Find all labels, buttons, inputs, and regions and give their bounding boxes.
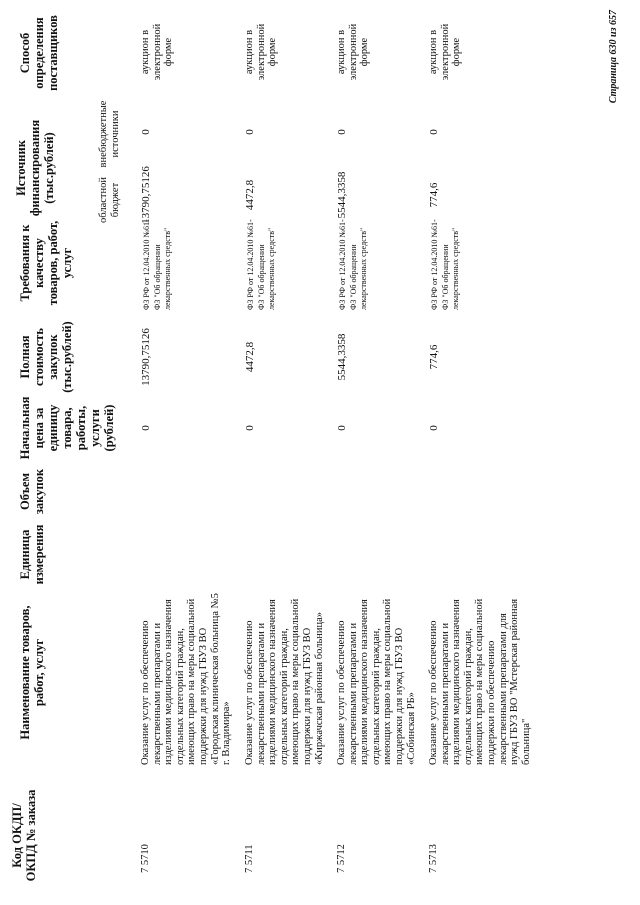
row-1-code: 7 5710 — [140, 844, 151, 873]
row-3-method: аукцион в электронной форме — [336, 23, 371, 81]
header-funding: Источник финансирования (тыс.рублей) — [14, 119, 56, 217]
row-1-requirements: ФЗ РФ от 12.04.2010 №61-ФЗ "Об обращении лекарственных средств" — [142, 219, 172, 310]
row-3-unit-price: 0 — [336, 425, 348, 431]
row-1-unit-price: 0 — [140, 425, 152, 431]
header-total-cost: Полная стоимость закупок (тыс.рублей) — [18, 321, 74, 393]
row-3-offbudget: 0 — [336, 129, 348, 135]
header-name: Наименование товаров, работ, услуг — [18, 605, 46, 740]
row-2-regional: 4472,8 — [244, 179, 256, 211]
row-4-method: аукцион в электронной форме — [428, 23, 463, 81]
row-2-method: аукцион в электронной форме — [244, 23, 279, 81]
row-4-offbudget: 0 — [428, 129, 440, 135]
row-2-code: 7 5711 — [244, 844, 255, 873]
page-number: Страница 630 из 657 — [608, 10, 619, 104]
row-2-name: Оказание услуг по обеспечению лекарственными препаратами и изделиями медицинского назначения отдельных категорий граждан, имеющих право на меры социальной поддержки для нужд ГБУЗ ВО «Киржачская районная больница» — [244, 598, 325, 765]
row-2-unit-price: 0 — [244, 425, 256, 431]
row-2-offbudget: 0 — [244, 129, 256, 135]
row-4-name: Оказание услуг по обеспечению лекарственными препаратами и изделиями медицинского назначения отдельных категорий граждан, имеющих право на меры социальной поддержки по обеспечению лекарственными препаратами для нужд ГБУЗ ВО "Мстерская районная больница" — [428, 598, 532, 765]
row-3-regional: 5544,3358 — [336, 171, 348, 219]
row-3-code: 7 5712 — [336, 844, 347, 873]
row-1-name: Оказание услуг по обеспечению лекарственными препаратами и изделиями медицинского назначения отдельных категорий граждан, имеющих право на меры социальной поддержки для нужд ГБУЗ ВО «Городская клиническая больница №5 г. Владимира» — [140, 593, 233, 765]
row-4-code: 7 5713 — [428, 844, 439, 873]
row-4-requirements: ФЗ РФ от 12.04.2010 №61-ФЗ "Об обращении лекарственных средств" — [430, 219, 460, 310]
header-unit: Единица измерения — [18, 524, 46, 585]
row-1-regional: 13790,75126 — [140, 166, 152, 224]
row-1-method: аукцион в электронной форме — [140, 23, 175, 81]
row-4-unit-price: 0 — [428, 425, 440, 431]
row-1-offbudget: 0 — [140, 129, 152, 135]
row-2-requirements: ФЗ РФ от 12.04.2010 №61-ФЗ "Об обращении лекарственных средств" — [246, 219, 276, 310]
header-unit-price: Начальная цена за единицу товара, работы, услуги (рублей) — [18, 396, 116, 460]
header-requirements: Требования к качеству товаров, работ, услуг — [18, 220, 74, 306]
header-volume: Объем закупок — [18, 468, 46, 515]
row-3-name: Оказание услуг по обеспечению лекарственными препаратами и изделиями медицинского назначения отдельных категорий граждан, имеющих право на меры социальной поддержки для нужд ГБУЗ ВО «Собинская РБ» — [336, 598, 417, 765]
row-3-total-cost: 5544,3358 — [336, 333, 348, 381]
header-method: Способ определения поставщиков — [18, 15, 60, 91]
row-4-total-cost: 774,6 — [428, 344, 440, 370]
row-2-total-cost: 4472,8 — [244, 341, 256, 373]
header-funding-offbudget: внебюджетные источники — [98, 100, 121, 168]
row-1-total-cost: 13790,75126 — [140, 328, 152, 386]
header-funding-regional: областной бюджет — [98, 177, 121, 223]
row-4-regional: 774,6 — [428, 182, 440, 208]
row-3-requirements: ФЗ РФ от 12.04.2010 №61-ФЗ "Об обращении лекарственных средств" — [338, 219, 368, 310]
header-code: Код ОКДП/ ОКПД № заказа — [10, 789, 38, 882]
